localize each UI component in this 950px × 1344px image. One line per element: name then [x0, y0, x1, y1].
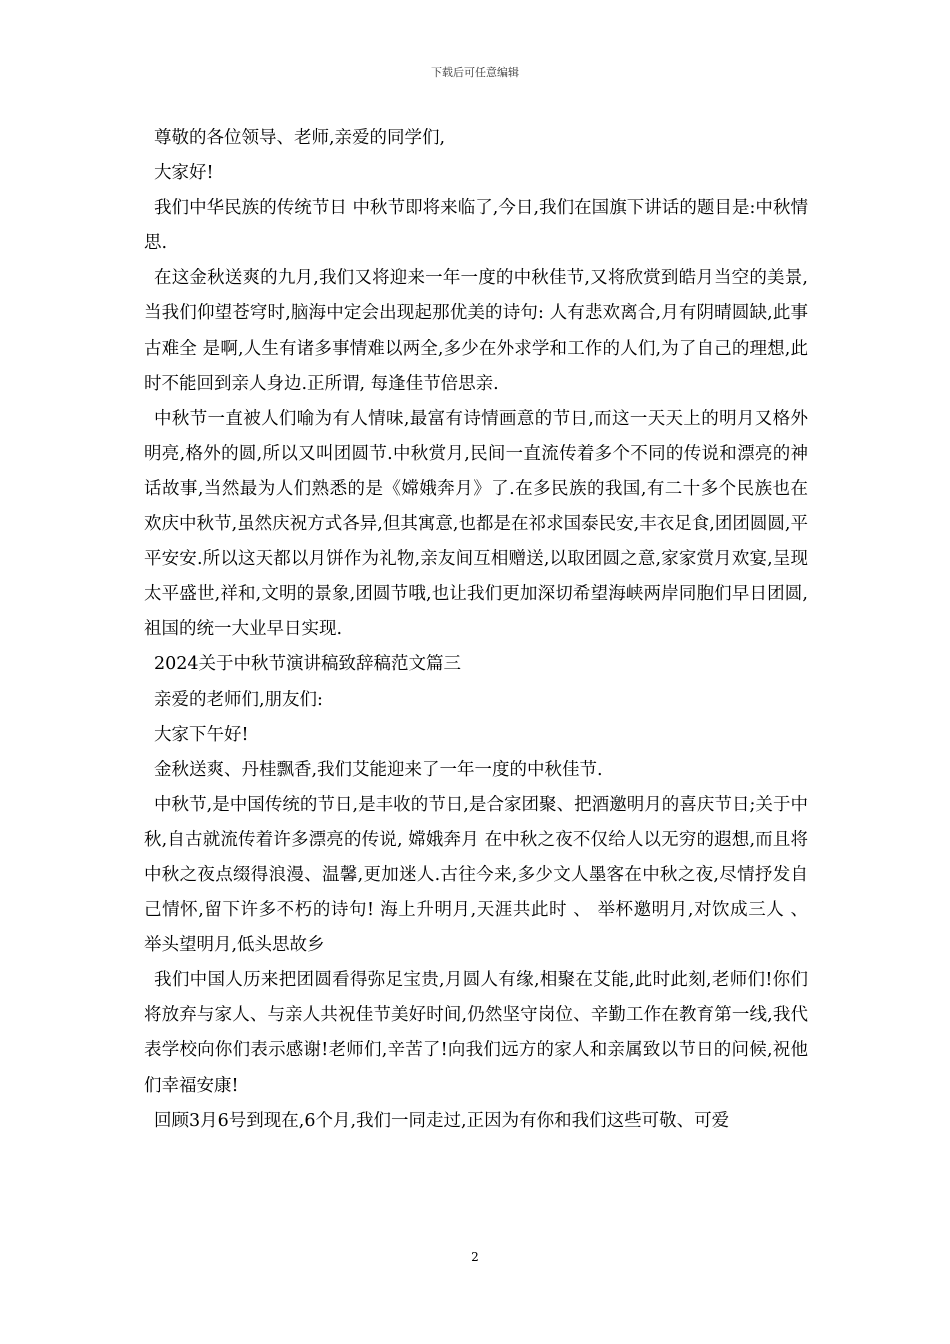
paragraph-festival: 中秋节一直被人们喻为有人情味,最富有诗情画意的节日,而这一天天上的明月又格外明亮,格外的圆,所以又叫团圆节.中秋赏月,民间一直流传着多个不同的传说和漂亮的神话故事,当然最为人们熟悉的是《嫦娥奔月》了.在多民族的我国,有二十多个民族也在欢庆中秋节,虽然庆祝方式各异,但其寓意,也都是在祁求国泰民安,丰衣足食,团团圆圆,平平安安.所以这天都以月饼作为礼物,亲友间互相赠送,以取团圆之意,家家赏月欢宴,呈现太平盛世,祥和,文明的景象,团圆节哦,也让我们更加深切希望海峡两岸同胞们早日团圆,祖国的统一大业早日实现. — [144, 408, 808, 640]
paragraph-topic: 我们中华民族的传统节日 中秋节即将来临了,今日,我们在国旗下讲话的题目是:中秋情思. — [144, 198, 808, 254]
paragraph-reunion: 我们中国人历来把团圆看得弥足宝贵,月圆人有缘,相聚在艾能,此时此刻,老师们!你们将放弃与家人、与亲人共祝佳节美好时间,仍然坚守岗位、辛勤工作在教育第一线,我代表学校向你们表示感谢!老师们,辛苦了!向我们远方的家人和亲属致以节日的问候,祝他们幸福安康! — [144, 970, 808, 1096]
document-body — [144, 121, 808, 1139]
page-number: 2 — [471, 1250, 479, 1264]
paragraph-golden-autumn: 金秋送爽、丹桂飘香,我们艾能迎来了一年一度的中秋佳节. — [154, 759, 603, 780]
section-heading: 2024关于中秋节演讲稿致辞稿范文篇三 — [154, 654, 462, 675]
paragraph-review: 回顾3月6号到现在,6个月,我们一同走过,正因为有你和我们这些可敬、可爱 — [154, 1110, 730, 1131]
paragraph-autumn: 在这金秋送爽的九月,我们又将迎来一年一度的中秋佳节,又将欣赏到皓月当空的美景,当我们仰望苍穹时,脑海中定会出现起那优美的诗句: 人有悲欢离合,月有阴晴圆缺,此事古难全 是啊,人生有诸多事情难以两全,多少在外求学和工作的人们,为了自己的理想,此时不能回到亲人身边.正所谓, 每逢佳节倍思亲. — [144, 268, 808, 394]
paragraph-hello: 大家好! — [154, 163, 214, 184]
paragraph-tradition: 中秋节,是中国传统的节日,是丰收的节日,是合家团聚、把酒邀明月的喜庆节日;关于中秋,自古就流传着许多漂亮的传说, 嫦娥奔月 在中秋之夜不仅给人以无穷的遐想,而且将中秋之夜点缀得浪漫、温馨,更加迷人.古往今来,多少文人墨客在中秋之夜,尽情抒发自己情怀,留下许多不朽的诗句! 海上升明月,天涯共此时 、 举杯邀明月,对饮成三人 、 举头望明月,低头思故乡 — [144, 794, 808, 956]
paragraph-salutation: 亲爱的老师们,朋友们: — [154, 689, 323, 710]
paragraph-greeting: 尊敬的各位领导、老师,亲爱的同学们, — [154, 128, 446, 148]
paragraph-afternoon: 大家下午好! — [154, 724, 249, 745]
page-header: 下载后可任意编辑 — [431, 66, 519, 79]
